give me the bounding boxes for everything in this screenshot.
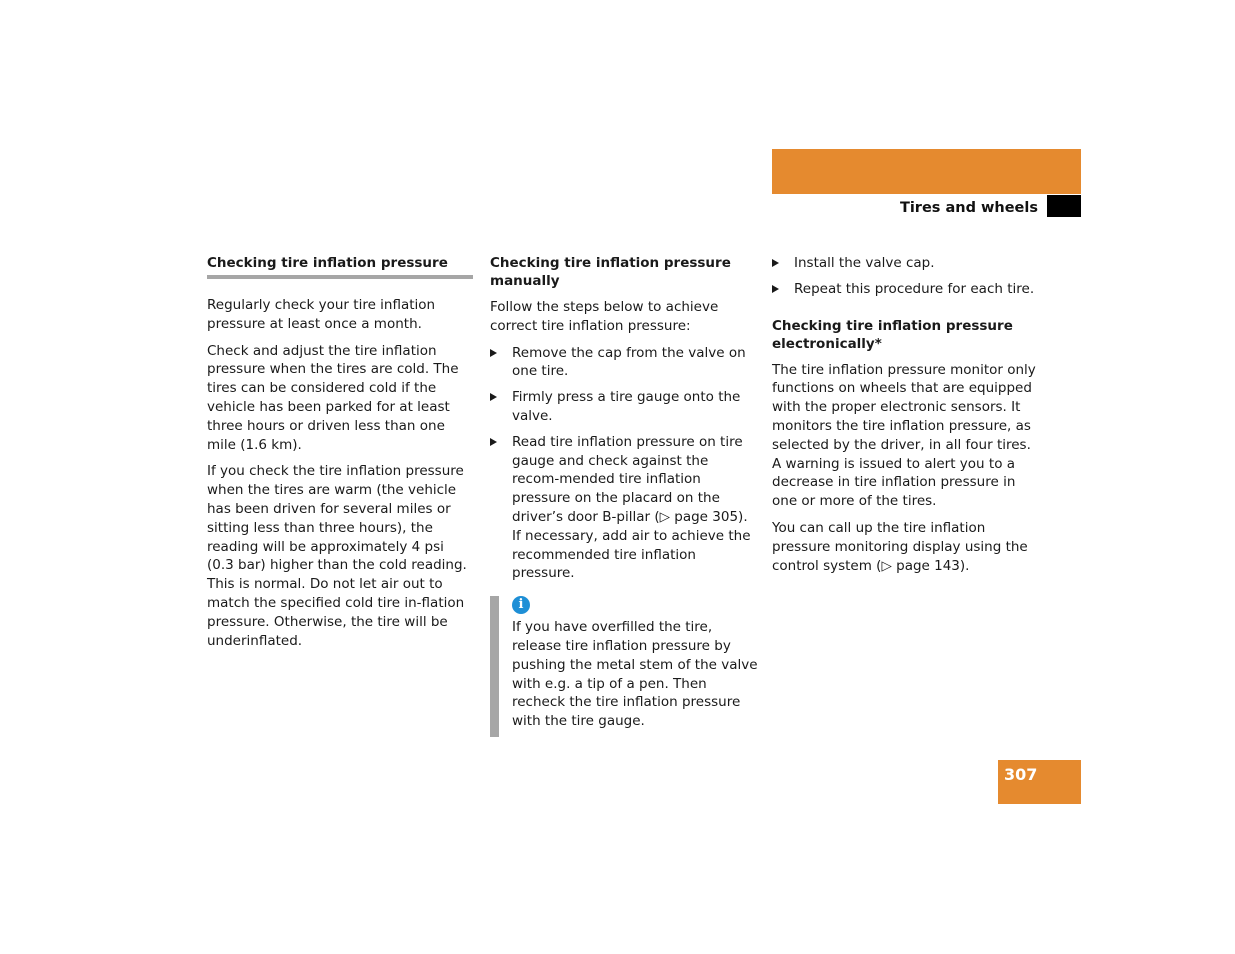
step-text: Repeat this procedure for each tire. [794,280,1035,297]
heading-electronic-check: Checking tire inflation pressure electronically* [772,317,1013,352]
step-item [490,388,758,426]
info-note [490,596,758,731]
step-item [490,344,758,382]
bullet-triangle-icon [490,438,497,446]
step-item [772,280,1040,299]
paragraph: Follow the steps below to achieve correct tire inflation pressure: [490,299,719,334]
heading-manual-check: Checking tire inflation pressure manually [490,255,731,289]
bullet-triangle-icon [490,393,497,401]
section-title: Operation [1101,169,1192,188]
page-number: 307 [1004,765,1038,784]
paragraph: Regularly check your tire inflation pressure at least once a month. [207,297,436,332]
step-text: Install the valve cap. [794,255,935,271]
note-text: If you have overfilled the tire, release tire inflation pressure by pushing the metal stem of the valve with e.g. a tip of a pen. Then recheck the tire inflation pressure with the tire gauge. [512,619,758,730]
column-right [772,254,1040,583]
paragraph: If you check the tire inflation pressure when the tires are warm (the vehicle has been driven for several miles or sitting less than three hours), the reading will be approximately 4 psi (0.3 bar) higher than the cold reading. This is normal. Do not let air out to match the specified cold tire in-flation pressure. Otherwise, the tire will be underinflated. [207,463,467,649]
step-text: Firmly press a tire gauge onto the valve. [512,389,741,424]
step-text: Remove the cap from the valve on one tire. [512,344,746,380]
paragraph: You can call up the tire inflation pressure monitoring display using the control system (▷ page 143). [772,519,1028,574]
column-middle [490,254,758,731]
step-text: Read tire inflation pressure on tire gauge and check against the recom-mended tire inflation pressure on the placard on the driver’s door B-pillar (▷ page 305). If necessary, add air to achieve the recommended tire inflation pressure. [512,433,751,582]
bullet-triangle-icon [490,349,497,357]
paragraph: Check and adjust the tire inflation pressure when the tires are cold. The tires can be considered cold if the vehicle has been parked for at least three hours or driven less than one mile (1.6 km). [207,342,459,453]
column-left [207,254,473,658]
bullet-triangle-icon [772,259,779,267]
heading-checking-pressure: Checking tire inflation pressure [207,254,473,279]
paragraph: The tire inflation pressure monitor only functions on wheels that are equipped with the proper electronic sensors. It monitors the tire inflation pressure, as selected by the driver, in all four tires. A warning is issued to alert you to a decrease in tire inflation pressure in one or more of the tires. [772,361,1036,510]
bullet-triangle-icon [772,285,779,293]
header-bar [772,149,1081,194]
step-item [490,433,758,583]
step-item [772,254,1040,273]
subsection-title: Tires and wheels [899,200,1038,216]
note-bar [490,596,499,737]
subsection-marker [1047,195,1081,217]
info-icon: i [512,596,530,614]
